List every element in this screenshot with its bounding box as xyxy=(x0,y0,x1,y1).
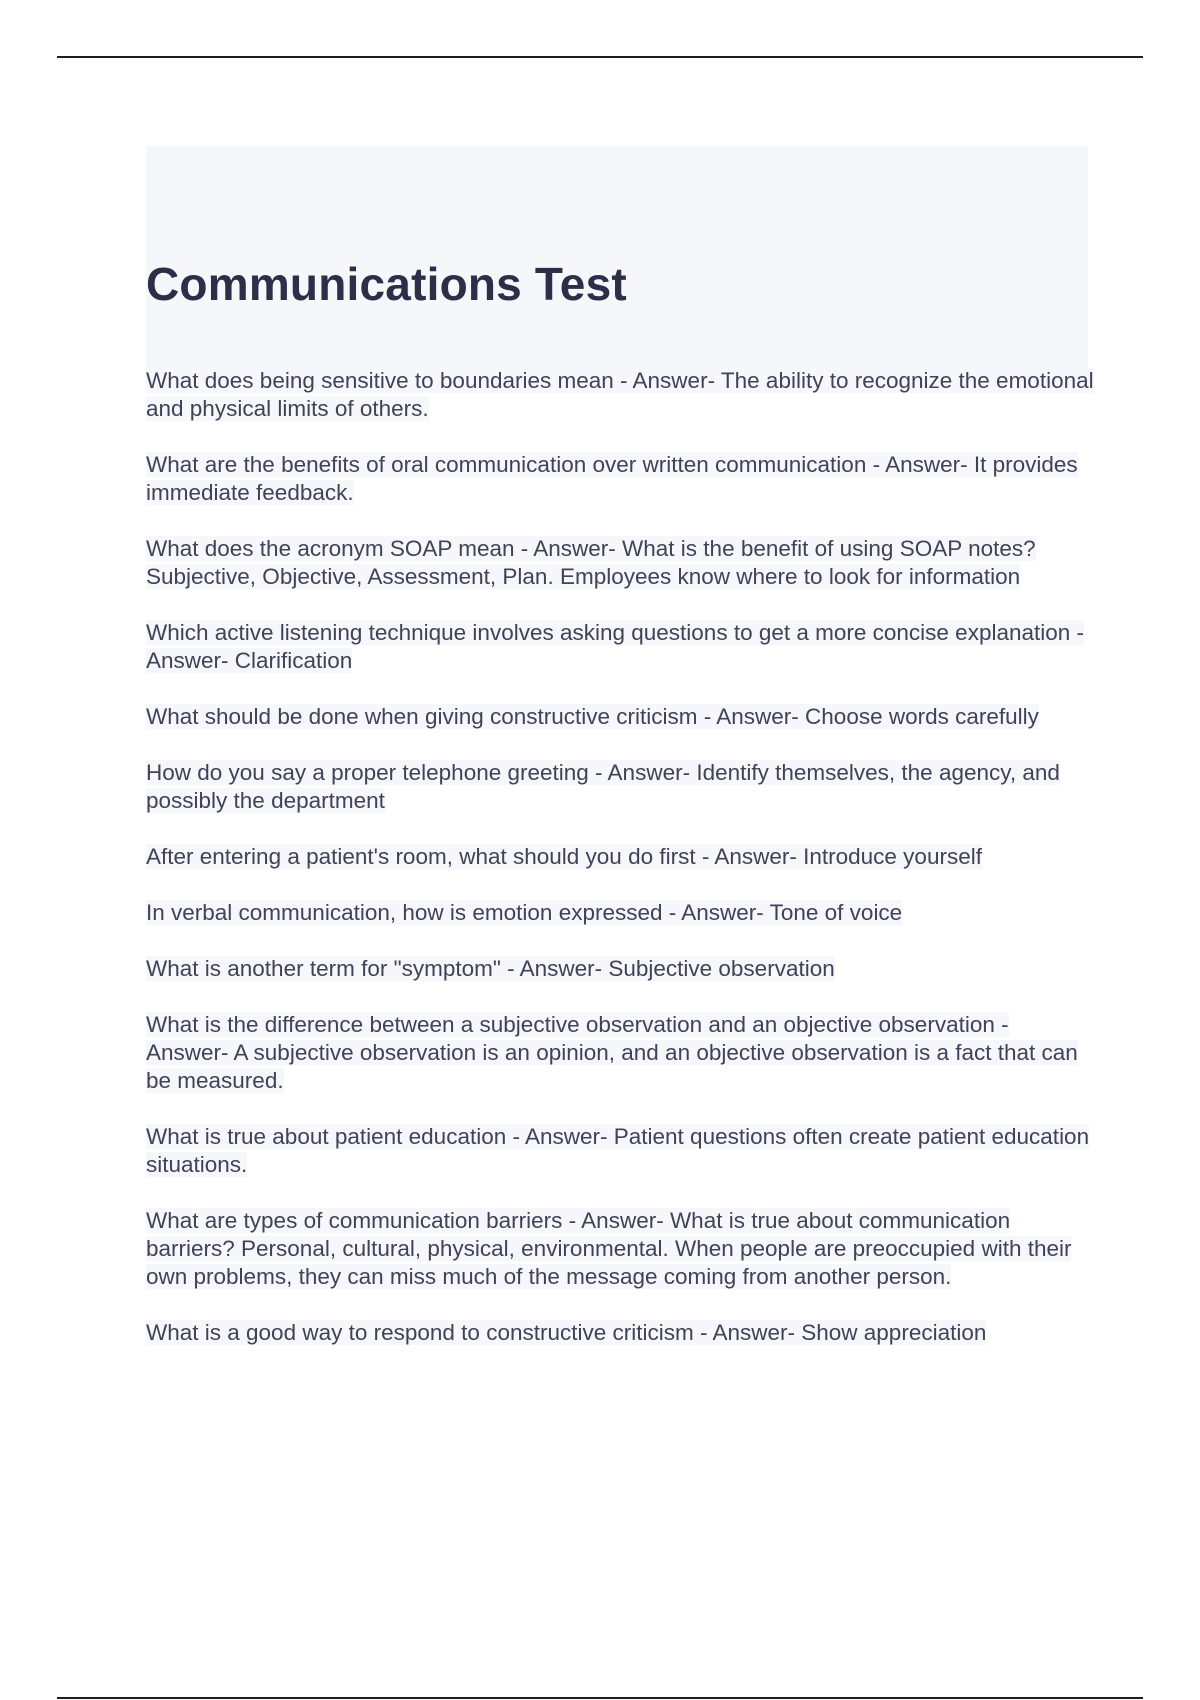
qa-item-text: What does the acronym SOAP mean - Answer- What is the benefit of using SOAP notes? Subjective, Objective, Assessment, Plan. Employees know where to look for information xyxy=(146,536,1036,589)
qa-item xyxy=(146,367,1096,423)
qa-item-text: What are the benefits of oral communication over written communication - Answer- It provides immediate feedback. xyxy=(146,452,1078,505)
qa-item-text: Which active listening technique involves asking questions to get a more concise explanation - Answer- Clarification xyxy=(146,620,1085,673)
qa-item-text: What should be done when giving constructive criticism - Answer- Choose words carefully xyxy=(146,704,1039,729)
qa-item-text: What is a good way to respond to constructive criticism - Answer- Show appreciation xyxy=(146,1320,987,1345)
qa-item xyxy=(146,619,1096,675)
qa-item xyxy=(146,899,1096,927)
qa-item-text: What are types of communication barriers - Answer- What is true about communication barriers? Personal, cultural, physical, environmental. When people are preoccupied with their own problems, they can miss much of the message coming from another person. xyxy=(146,1208,1072,1289)
qa-item xyxy=(146,1123,1096,1179)
qa-item-text: How do you say a proper telephone greeting - Answer- Identify themselves, the agency, and possibly the department xyxy=(146,760,1060,813)
qa-item xyxy=(146,535,1096,591)
qa-item xyxy=(146,703,1096,731)
bottom-divider xyxy=(57,1697,1143,1699)
top-divider xyxy=(57,56,1143,58)
qa-item-text: What is the difference between a subjective observation and an objective observation - Answer- A subjective observation is an opinion, and an objective observation is a fact that can be measured. xyxy=(146,1012,1078,1093)
qa-item xyxy=(146,1319,1096,1347)
qa-item xyxy=(146,451,1096,507)
qa-item xyxy=(146,759,1096,815)
qa-item xyxy=(146,955,1096,983)
qa-item-text: In verbal communication, how is emotion expressed - Answer- Tone of voice xyxy=(146,900,903,925)
qa-item-text: What is another term for "symptom" - Answer- Subjective observation xyxy=(146,956,835,981)
qa-item-text: After entering a patient's room, what should you do first - Answer- Introduce yourself xyxy=(146,844,982,869)
qa-item-text: What does being sensitive to boundaries mean - Answer- The ability to recognize the emotional and physical limits of others. xyxy=(146,368,1094,421)
qa-item-text: What is true about patient education - Answer- Patient questions often create patient education situations. xyxy=(146,1124,1090,1177)
qa-item xyxy=(146,843,1096,871)
qa-item xyxy=(146,1207,1096,1291)
qa-list xyxy=(146,367,1096,1375)
page-title: Communications Test xyxy=(146,258,627,310)
qa-item xyxy=(146,1011,1096,1095)
